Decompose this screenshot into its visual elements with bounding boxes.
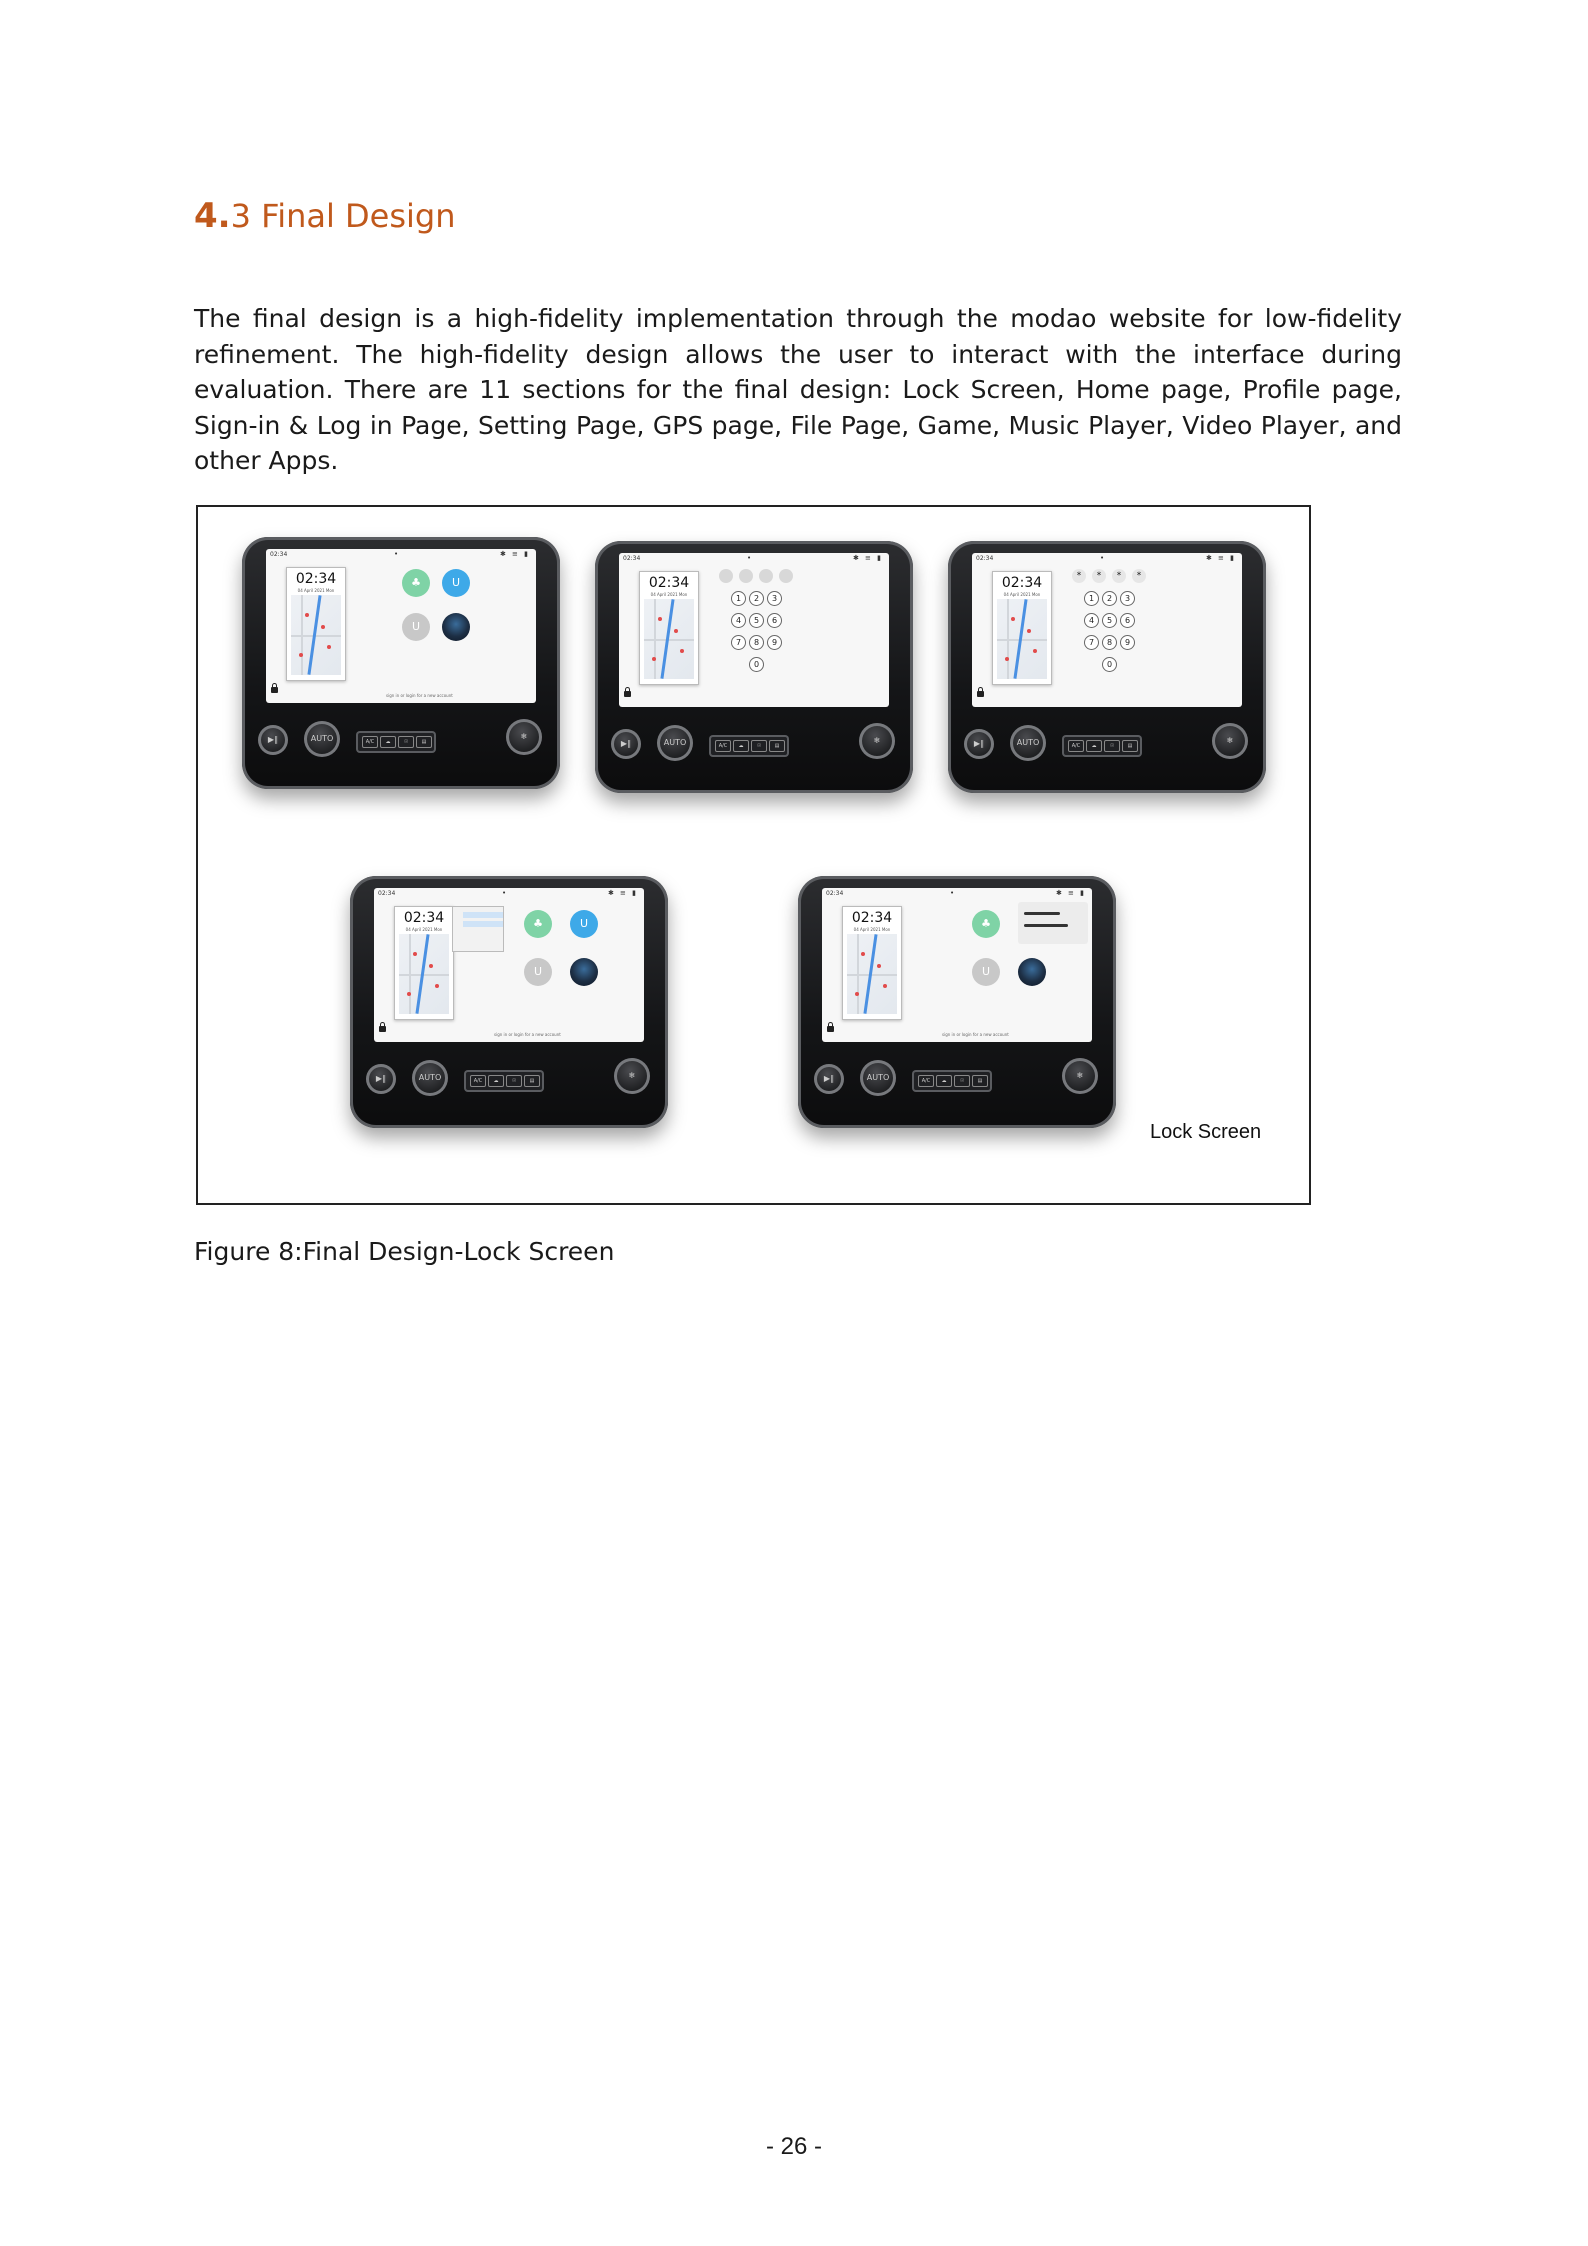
climate-button[interactable]: ▤ — [972, 1075, 988, 1087]
pin-dot — [779, 569, 793, 583]
keypad-key[interactable]: 2 — [1102, 591, 1117, 606]
fan-knob[interactable]: ❄ — [614, 1058, 650, 1094]
guest-user-avatar[interactable]: U — [972, 958, 1000, 986]
map-pin-icon — [435, 984, 439, 988]
map-pin-icon — [680, 649, 684, 653]
lock-clock: 02:34 — [851, 910, 893, 926]
fan-knob[interactable]: ❄ — [1062, 1058, 1098, 1094]
keypad-key[interactable]: 6 — [767, 613, 782, 628]
climate-controls — [962, 721, 1252, 771]
map-pin-icon — [1027, 629, 1031, 633]
map-thumbnail — [644, 599, 694, 679]
status-time: 02:34 — [623, 555, 641, 562]
guest-user-avatar[interactable]: U — [524, 958, 552, 986]
keypad-key[interactable]: 0 — [1102, 657, 1117, 672]
status-icons: ✱ ≡ ▮ — [499, 550, 530, 558]
fan-knob[interactable]: ❄ — [1212, 723, 1248, 759]
map-pin-icon — [305, 613, 309, 617]
pin-dot — [719, 569, 733, 583]
climate-controls — [609, 721, 899, 771]
keypad-key[interactable]: 9 — [767, 635, 782, 650]
device-screen — [619, 553, 889, 707]
auto-knob[interactable]: AUTO — [1010, 725, 1046, 761]
fan-knob[interactable]: ❄ — [859, 723, 895, 759]
keypad-key[interactable]: 4 — [1084, 613, 1099, 628]
climate-button[interactable]: A/C — [715, 740, 731, 752]
lock-icon[interactable] — [977, 691, 984, 697]
keypad-key[interactable]: 9 — [1120, 635, 1135, 650]
device-mockup — [350, 876, 668, 1128]
device-screen — [972, 553, 1242, 707]
climate-button[interactable]: ▤ — [1122, 740, 1138, 752]
play-pause-button[interactable]: ▶∥ — [366, 1064, 396, 1094]
pin-dot: * — [1092, 569, 1106, 583]
map-pin-icon — [407, 992, 411, 996]
map-pin-icon — [413, 952, 417, 956]
figure-lock-screen — [196, 505, 1311, 1205]
device-screen — [822, 888, 1092, 1042]
status-icons: ✱ ≡ ▮ — [852, 554, 883, 562]
chat-bubble — [463, 912, 503, 918]
device-mockup — [595, 541, 913, 793]
user-u-avatar[interactable]: U — [570, 910, 598, 938]
keypad-key[interactable]: 2 — [749, 591, 764, 606]
tooth-user-avatar[interactable]: ♣ — [402, 569, 430, 597]
status-icons: ✱ ≡ ▮ — [1055, 889, 1086, 897]
climate-button[interactable]: ▤ — [416, 736, 432, 748]
play-pause-button[interactable]: ▶∥ — [258, 725, 288, 755]
auto-knob[interactable]: AUTO — [657, 725, 693, 761]
map-pin-icon — [877, 964, 881, 968]
climate-controls — [812, 1056, 1102, 1106]
pin-dot: * — [1132, 569, 1146, 583]
map-pin-icon — [652, 657, 656, 661]
climate-button[interactable]: ☁ — [380, 736, 396, 748]
climate-controls — [364, 1056, 654, 1106]
sign-in-hint[interactable]: sign in or login for a new account — [942, 1032, 1009, 1037]
mic-icon: • — [502, 889, 507, 897]
keypad-key[interactable]: 0 — [749, 657, 764, 672]
lock-date: 04 April 2021 Mon — [853, 927, 891, 932]
climate-button[interactable]: ☉ — [751, 740, 767, 752]
keypad-key[interactable]: 7 — [731, 635, 746, 650]
status-time: 02:34 — [976, 555, 994, 562]
pin-dot — [739, 569, 753, 583]
body-paragraph: The final design is a high-fidelity implementation through the modao website for low-fidelity refinement. The high-fidelity design allows the user to interact with the interface during evaluation. There are 11 sections for the final design: Lock Screen, Home page, Profile page, Sign-in & Log in Page, Setting Page, GPS page, File Page, Game, Music Player, Video Player, and other Apps. — [194, 304, 1402, 475]
lock-clock: 02:34 — [403, 910, 445, 926]
climate-button[interactable]: ☉ — [1104, 740, 1120, 752]
keypad-key[interactable]: 1 — [1084, 591, 1099, 606]
status-bar — [822, 888, 1092, 900]
device-mockup — [242, 537, 560, 789]
sign-in-hint[interactable]: sign in or login for a new account — [494, 1032, 561, 1037]
map-pin-icon — [883, 984, 887, 988]
map-pin-icon — [674, 629, 678, 633]
photo-user-avatar[interactable] — [570, 958, 598, 986]
photo-user-avatar[interactable] — [442, 613, 470, 641]
lock-date: 04 April 2021 Mon — [405, 927, 443, 932]
lock-icon[interactable] — [379, 1026, 386, 1032]
status-icons: ✱ ≡ ▮ — [607, 889, 638, 897]
lock-date: 04 April 2021 Mon — [297, 588, 335, 593]
climate-button[interactable]: ▤ — [769, 740, 785, 752]
climate-button[interactable]: ☉ — [954, 1075, 970, 1087]
mic-icon: • — [950, 889, 955, 897]
climate-button[interactable]: ▤ — [524, 1075, 540, 1087]
climate-button[interactable]: A/C — [362, 736, 378, 748]
tooth-user-avatar[interactable]: ♣ — [972, 910, 1000, 938]
map-road — [399, 974, 449, 976]
keypad-key[interactable]: 1 — [731, 591, 746, 606]
keypad-key[interactable]: 6 — [1120, 613, 1135, 628]
map-pin-icon — [299, 653, 303, 657]
map-pin-icon — [327, 645, 331, 649]
lock-clock: 02:34 — [1001, 575, 1043, 591]
pin-dot: * — [1112, 569, 1126, 583]
status-bar — [266, 549, 536, 561]
map-pin-icon — [321, 625, 325, 629]
map-road — [847, 974, 897, 976]
map-thumbnail — [847, 934, 897, 1014]
map-pin-icon — [1011, 617, 1015, 621]
climate-button[interactable]: A/C — [470, 1075, 486, 1087]
auto-knob[interactable]: AUTO — [860, 1060, 896, 1096]
lock-icon[interactable] — [271, 687, 278, 693]
climate-button-panel — [912, 1070, 992, 1092]
climate-button-panel — [464, 1070, 544, 1092]
figure-caption: Figure 8:Final Design-Lock Screen — [194, 1237, 615, 1266]
lock-clock-card — [639, 571, 699, 685]
quick-settings-panel — [1018, 902, 1088, 944]
climate-button-panel — [356, 731, 436, 753]
mic-icon: • — [747, 554, 752, 562]
section-number: 4. — [194, 196, 231, 236]
status-bar — [619, 553, 889, 565]
map-pin-icon — [855, 992, 859, 996]
chat-bubble — [463, 921, 503, 927]
lock-clock-card — [394, 906, 454, 1020]
map-thumbnail — [997, 599, 1047, 679]
lock-clock: 02:34 — [295, 571, 337, 587]
device-mockup — [948, 541, 1266, 793]
status-time: 02:34 — [270, 551, 288, 558]
map-pin-icon — [429, 964, 433, 968]
climate-controls — [256, 717, 546, 767]
device-screen — [266, 549, 536, 703]
mic-icon: • — [394, 550, 399, 558]
sign-in-hint[interactable]: sign in or login for a new account — [386, 693, 453, 698]
keypad-key[interactable]: 5 — [1102, 613, 1117, 628]
chat-popup — [452, 906, 504, 952]
lock-clock-card — [992, 571, 1052, 685]
keypad-key[interactable]: 5 — [749, 613, 764, 628]
play-pause-button[interactable]: ▶∥ — [814, 1064, 844, 1094]
climate-button[interactable]: ☁ — [488, 1075, 504, 1087]
keypad-key[interactable]: 4 — [731, 613, 746, 628]
climate-button[interactable]: A/C — [918, 1075, 934, 1087]
lock-icon[interactable] — [624, 691, 631, 697]
slider-bar[interactable] — [1024, 924, 1068, 927]
map-thumbnail — [291, 595, 341, 675]
map-road — [291, 635, 341, 637]
map-road — [644, 639, 694, 641]
keypad-key[interactable]: 7 — [1084, 635, 1099, 650]
climate-button[interactable]: ☉ — [398, 736, 414, 748]
climate-button[interactable]: ☉ — [506, 1075, 522, 1087]
lock-date: 04 April 2021 Mon — [1003, 592, 1041, 597]
keypad-key[interactable]: 3 — [1120, 591, 1135, 606]
user-u-avatar[interactable]: U — [442, 569, 470, 597]
auto-knob[interactable]: AUTO — [412, 1060, 448, 1096]
climate-button[interactable]: A/C — [1068, 740, 1084, 752]
map-road — [997, 639, 1047, 641]
play-pause-button[interactable]: ▶∥ — [964, 729, 994, 759]
keypad-key[interactable]: 8 — [1102, 635, 1117, 650]
climate-button[interactable]: ☁ — [733, 740, 749, 752]
fan-knob[interactable]: ❄ — [506, 719, 542, 755]
climate-button[interactable]: ☁ — [1086, 740, 1102, 752]
keypad-key[interactable]: 3 — [767, 591, 782, 606]
auto-knob[interactable]: AUTO — [304, 721, 340, 757]
section-title: 3 Final Design — [230, 197, 456, 235]
slider-bar[interactable] — [1024, 912, 1060, 915]
lock-clock-card — [286, 567, 346, 681]
pin-dot — [759, 569, 773, 583]
lock-date: 04 April 2021 Mon — [650, 592, 688, 597]
status-time: 02:34 — [826, 890, 844, 897]
map-pin-icon — [1005, 657, 1009, 661]
map-pin-icon — [1033, 649, 1037, 653]
map-pin-icon — [658, 617, 662, 621]
keypad-key[interactable]: 8 — [749, 635, 764, 650]
tooth-user-avatar[interactable]: ♣ — [524, 910, 552, 938]
page-number: - 26 - — [765, 2133, 822, 2160]
status-icons: ✱ ≡ ▮ — [1205, 554, 1236, 562]
climate-button-panel — [1062, 735, 1142, 757]
status-bar — [374, 888, 644, 900]
climate-button[interactable]: ☁ — [936, 1075, 952, 1087]
guest-user-avatar[interactable]: U — [402, 613, 430, 641]
section-heading — [194, 196, 456, 236]
status-bar — [972, 553, 1242, 565]
device-mockup — [798, 876, 1116, 1128]
mic-icon: • — [1100, 554, 1105, 562]
map-pin-icon — [861, 952, 865, 956]
device-screen — [374, 888, 644, 1042]
pin-dot: * — [1072, 569, 1086, 583]
climate-button-panel — [709, 735, 789, 757]
figure-label: Lock Screen — [1150, 1121, 1262, 1143]
lock-icon[interactable] — [827, 1026, 834, 1032]
play-pause-button[interactable]: ▶∥ — [611, 729, 641, 759]
photo-user-avatar[interactable] — [1018, 958, 1046, 986]
status-time: 02:34 — [378, 890, 396, 897]
map-thumbnail — [399, 934, 449, 1014]
lock-clock-card — [842, 906, 902, 1020]
lock-clock: 02:34 — [648, 575, 690, 591]
